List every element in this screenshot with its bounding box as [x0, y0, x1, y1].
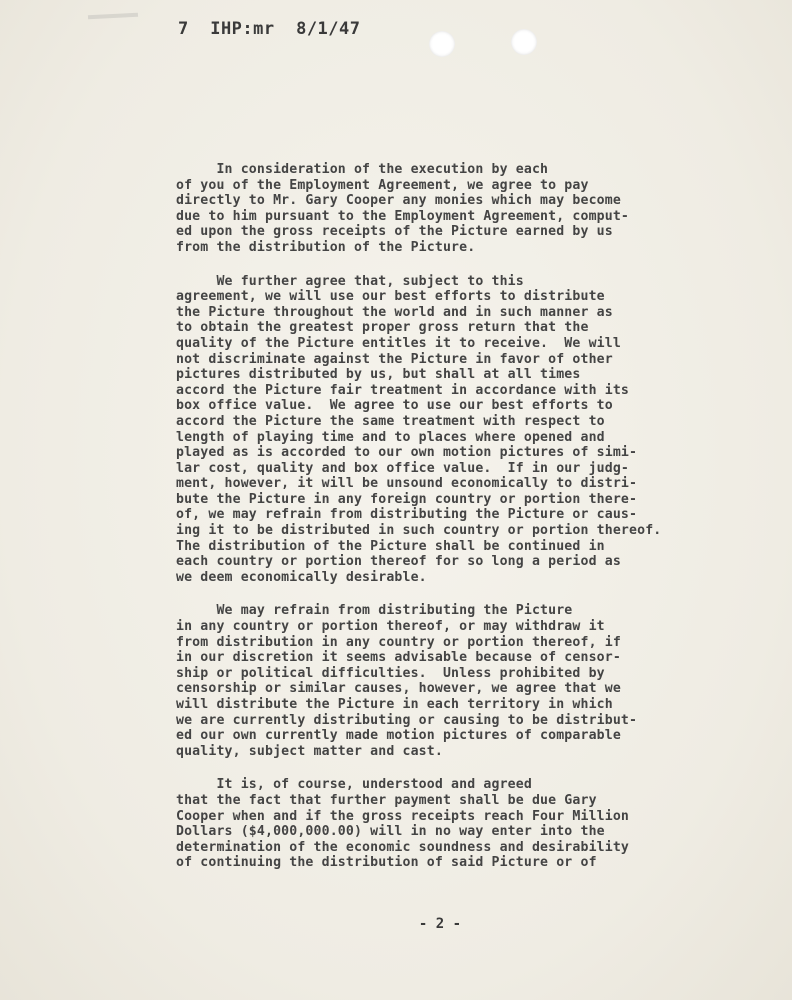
text-line: accord the Picture the same treatment with respect to — [176, 413, 605, 429]
punch-hole-right — [511, 29, 537, 55]
letter-body — [176, 162, 756, 889]
text-line: due to him pursuant to the Employment Agreement, comput- — [176, 208, 630, 224]
text-line: each country or portion thereof for so long a period as — [176, 554, 621, 570]
page-number: - 2 - — [418, 916, 462, 932]
text-line: from distribution in any country or portion thereof, if — [176, 634, 621, 650]
text-line: pictures distributed by us, but shall at all times — [176, 367, 581, 383]
text-line: quality, subject matter and cast. — [176, 743, 443, 759]
text-line: the Picture throughout the world and in such manner as — [176, 304, 613, 320]
text-line: to obtain the greatest proper gross return that the — [176, 320, 589, 336]
text-line: We may refrain from distributing the Picture — [176, 603, 573, 619]
text-line: in any country or portion thereof, or may withdraw it — [176, 619, 605, 635]
text-line: It is, of course, understood and agreed — [176, 777, 532, 793]
paragraph-3 — [176, 603, 756, 759]
text-line: Cooper when and if the gross receipts reach Four Million — [176, 808, 630, 824]
text-line: will distribute the Picture in each territory in which — [176, 697, 613, 712]
text-line: Dollars ($4,000,000.00) will in no way enter into the — [176, 824, 605, 840]
text-line: quality of the Picture entitles it to receive. We will — [176, 335, 621, 351]
text-line: played as is accorded to our own motion pictures of simi- — [176, 445, 638, 461]
document-reference-header: 7 IHP:mr 8/1/47 — [178, 19, 361, 39]
text-line: ed our own currently made motion pictures of comparable — [176, 728, 621, 744]
text-line: agreement, we will use our best efforts to distribute — [176, 289, 605, 305]
text-line: in our discretion it seems advisable because of censor- — [176, 650, 621, 666]
text-line: The distribution of the Picture shall be continued in — [176, 538, 605, 554]
text-line: directly to Mr. Gary Cooper any monies which may become — [176, 193, 621, 209]
text-line: we deem economically desirable. — [176, 569, 427, 585]
punch-hole-left — [429, 31, 455, 57]
text-line: of you of the Employment Agreement, we agree to pay — [176, 177, 589, 193]
text-line: that the fact that further payment shall be due Gary — [176, 792, 597, 808]
text-line: ing it to be distributed in such country or portion thereof. — [176, 523, 662, 539]
paragraph-2 — [176, 274, 756, 586]
text-line: determination of the economic soundness and desirability — [176, 839, 630, 855]
text-line: box office value. We agree to use our best efforts to — [176, 398, 613, 414]
text-line: not discriminate against the Picture in favor of other — [176, 351, 613, 367]
paragraph-4 — [176, 777, 756, 871]
text-line: In consideration of the execution by each — [176, 162, 549, 177]
text-line: of continuing the distribution of said Picture or of — [176, 855, 597, 871]
text-line: we are currently distributing or causing to be distribut- — [176, 712, 638, 728]
text-line: from the distribution of the Picture. — [176, 239, 476, 255]
text-line: lar cost, quality and box office value. If in our judg- — [176, 460, 630, 476]
paragraph-1 — [176, 162, 756, 256]
pencil-mark — [88, 13, 138, 20]
text-line: censorship or similar causes, however, we agree that we — [176, 681, 621, 697]
text-line: length of playing time and to places where opened and — [176, 429, 605, 445]
text-line: ship or political difficulties. Unless prohibited by — [176, 665, 605, 681]
text-line: bute the Picture in any foreign country or portion there- — [176, 491, 638, 507]
text-line: ment, however, it will be unsound economically to distri- — [176, 476, 638, 492]
text-line: ed upon the gross receipts of the Picture earned by us — [176, 224, 613, 240]
text-line: We further agree that, subject to this — [176, 273, 524, 289]
text-line: of, we may refrain from distributing the Picture or caus- — [176, 507, 638, 523]
text-line: accord the Picture fair treatment in accordance with its — [176, 382, 630, 398]
